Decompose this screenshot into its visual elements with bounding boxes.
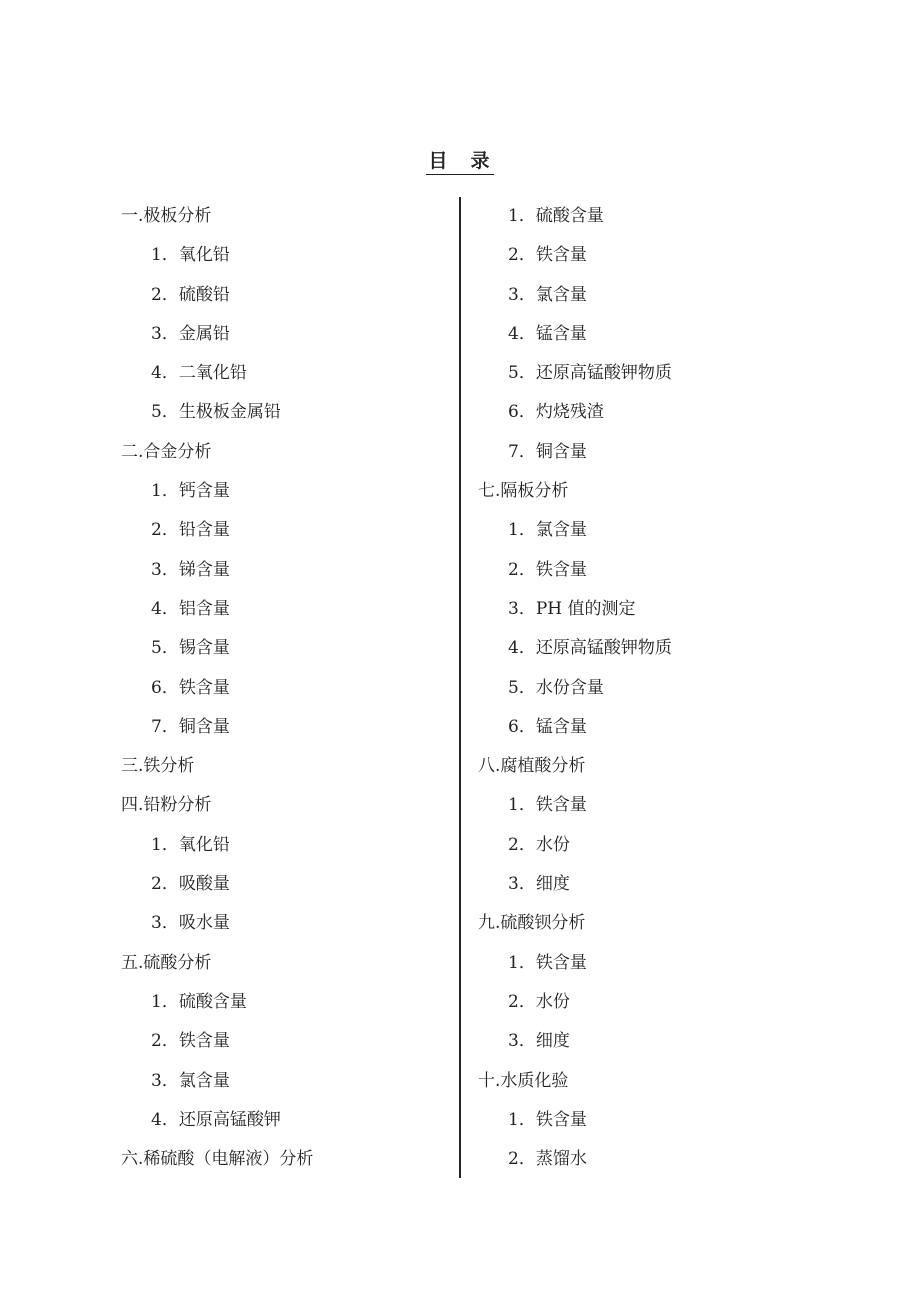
toc-section-entry: 三.铁分析 xyxy=(121,756,195,777)
toc-subsection-entry: 7．铜含量 xyxy=(151,716,230,737)
toc-subsection-entry: 2．硫酸铅 xyxy=(151,284,230,305)
toc-subsection-entry: 2．铁含量 xyxy=(508,245,587,266)
toc-subsection-entry: 4．二氧化铅 xyxy=(151,363,247,384)
toc-subsection-entry: 6．铁含量 xyxy=(151,677,230,698)
toc-section-entry: 一.极板分析 xyxy=(121,206,212,226)
toc-subsection-entry: 1．铁含量 xyxy=(508,1109,587,1130)
toc-subsection-entry: 3．氯含量 xyxy=(508,284,587,305)
toc-subsection-entry: 1．硫酸含量 xyxy=(151,991,247,1012)
toc-subsection-entry: 4．还原高锰酸钾 xyxy=(151,1109,281,1130)
toc-section-entry: 九.硫酸钡分析 xyxy=(478,913,586,934)
toc-subsection-entry: 6．灼烧残渣 xyxy=(508,402,604,423)
toc-subsection-entry: 5．锡含量 xyxy=(151,638,230,659)
toc-section-entry: 六.稀硫酸（电解液）分析 xyxy=(121,1149,314,1170)
toc-subsection-entry: 1．氧化铅 xyxy=(151,245,230,266)
column-divider xyxy=(459,197,461,1178)
toc-section-entry: 二.合金分析 xyxy=(121,441,212,462)
toc-subsection-entry: 3．氯含量 xyxy=(151,1070,230,1091)
toc-section-entry: 七.隔板分析 xyxy=(478,481,569,502)
toc-subsection-entry: 1．铁含量 xyxy=(508,952,587,973)
toc-subsection-entry: 2．铁含量 xyxy=(508,559,587,580)
toc-subsection-entry: 5．水份含量 xyxy=(508,677,604,698)
toc-section-entry: 四.铅粉分析 xyxy=(121,795,212,816)
toc-subsection-entry: 3．锑含量 xyxy=(151,559,230,580)
toc-section-entry: 十.水质化验 xyxy=(478,1070,569,1091)
toc-title-text: 目 录 xyxy=(426,146,493,175)
toc-subsection-entry: 1．氧化铅 xyxy=(151,834,230,855)
toc-subsection-entry: 7．铜含量 xyxy=(508,441,587,462)
toc-subsection-entry: 2．水份 xyxy=(508,991,570,1012)
toc-subsection-entry: 4．锰含量 xyxy=(508,323,587,344)
toc-left-column xyxy=(121,197,313,1179)
toc-subsection-entry: 2．吸酸量 xyxy=(151,874,230,895)
toc-subsection-entry: 1．铁含量 xyxy=(508,795,587,816)
toc-subsection-entry: 1．硫酸含量 xyxy=(508,206,604,226)
toc-subsection-entry: 4．铝含量 xyxy=(151,598,230,619)
toc-subsection-entry: 5．生极板金属铅 xyxy=(151,402,281,423)
toc-subsection-entry: 6．锰含量 xyxy=(508,716,587,737)
toc-subsection-entry: 3．细度 xyxy=(508,874,570,895)
toc-subsection-entry: 2．蒸馏水 xyxy=(508,1149,587,1170)
toc-subsection-entry: 2．水份 xyxy=(508,834,570,855)
toc-subsection-entry: 3．金属铅 xyxy=(151,323,230,344)
toc-subsection-entry: 2．铅含量 xyxy=(151,520,230,541)
toc-subsection-entry: 3．细度 xyxy=(508,1031,570,1052)
toc-subsection-entry: 3．PH 值的测定 xyxy=(508,598,636,619)
toc-subsection-entry: 2．铁含量 xyxy=(151,1031,230,1052)
toc-right-column xyxy=(478,197,672,1179)
toc-section-entry: 八.腐植酸分析 xyxy=(478,756,586,777)
toc-subsection-entry: 4．还原高锰酸钾物质 xyxy=(508,638,672,659)
toc-subsection-entry: 3．吸水量 xyxy=(151,913,230,934)
toc-subsection-entry: 5．还原高锰酸钾物质 xyxy=(508,363,672,384)
toc-title xyxy=(0,146,920,175)
toc-subsection-entry: 1．氯含量 xyxy=(508,520,587,541)
toc-subsection-entry: 1．钙含量 xyxy=(151,481,230,502)
toc-section-entry: 五.硫酸分析 xyxy=(121,952,212,973)
